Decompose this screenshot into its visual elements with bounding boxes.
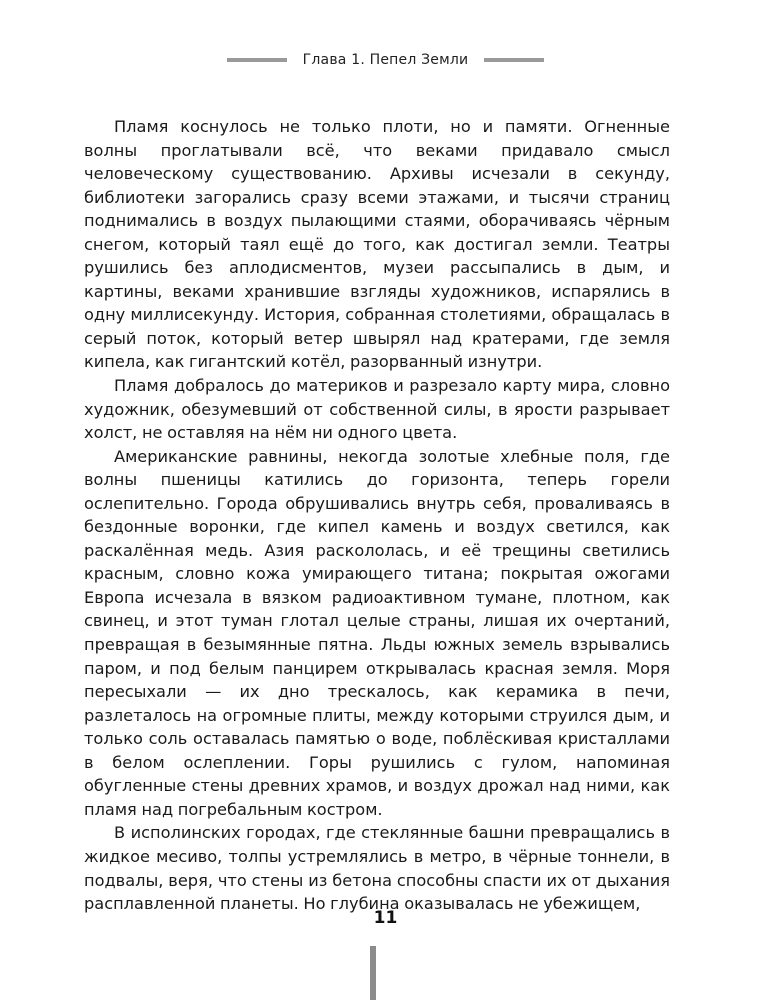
running-header: [0, 48, 771, 72]
header-left-rule: [227, 58, 287, 62]
paragraph: Американские равнины, некогда золотые хлебные поля, где волны пшеницы катились до горизонта, теперь горели ослепительно. Города обрушивались внутрь себя, проваливаясь в бездонные воронки, где кипел камень и воздух светился, как раскалённая медь. Азия раскололась, и её трещины светились красным, словно кожа умирающего титана; покрытая ожогами Европа исчезала в вязком радиоактивном тумане, плотном, как свинец, и этот туман глотал целые страны, лишая их очертаний, превращая в безымянные пятна. Льды южных земель взрывались паром, и под белым панцирем открывалась красная земля. Моря пересыхали — их дно трескалось, как керамика в печи, разлеталось на огромные плиты, между которыми струился дым, и только соль оставалась памятью о воде, поблёскивая кристаллами в белом ослеплении. Горы рушились с гулом, напоминая обугленные стены древних храмов, и воздух дрожал над ними, как пламя над погребальным костром.: [84, 446, 670, 819]
chapter-title: Глава 1. Пепел Земли: [302, 52, 469, 68]
body-text: [84, 115, 670, 916]
header-right-rule: [484, 58, 544, 62]
page-number: 11: [373, 908, 398, 928]
paragraph: Пламя коснулось не только плоти, но и памяти. Огненные волны проглатывали всё, что веками придавало смысл человеческому существованию. Архивы исчезали в секунду, библиотеки загорались сразу всеми этажами, и тысячи страниц поднимались в воздух пылающими стаями, оборачиваясь чёрным снегом, который таял ещё до того, как достигал земли. Театры рушились без аплодисментов, музеи рассыпались в дым, и картины, веками хранившие взгляды художников, испарялись в одну миллисекунду. История, собранная столетиями, обращалась в серый поток, который ветер швырял над кратерами, где земля кипела, как гигантский котёл, разорванный изнутри.: [84, 117, 670, 372]
paragraph: В исполинских городах, где стеклянные башни превращались в жидкое месиво, толпы устремлялись в метро, в чёрные тоннели, в подвалы, веря, что стены из бетона способны спасти их от дыхания расплавленной планеты. Но глубина оказывалась не убежищем,: [84, 823, 670, 914]
page-edge-marker: [370, 946, 376, 1000]
paragraph: Пламя добралось до материков и разрезало карту мира, словно художник, обезумевший от собственной силы, в ярости разрывает холст, не оставляя на нём ни одного цвета.: [84, 376, 670, 443]
